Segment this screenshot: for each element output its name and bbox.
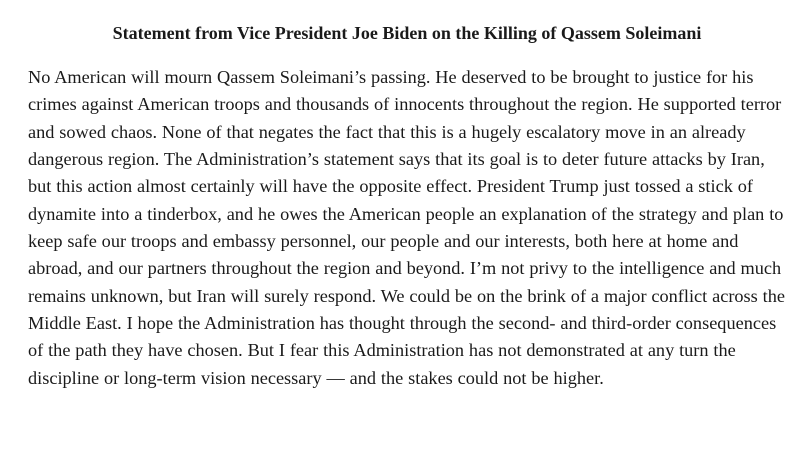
statement-body: No American will mourn Qassem Soleimani’s passing. He deserved to be brought to justice for his crimes against American troops and thousands of innocents throughout the region. He supported terror and sowed chaos. None of that negates the fact that this is a hugely escalatory move in an already dangerous region. The Administration’s statement says that its goal is to deter future attacks by Iran, but this action almost certainly will have the opposite effect. President Trump just tossed a stick of dynamite into a tinderbox, and he owes the American people an explanation of the strategy and plan to keep safe our troops and embassy personnel, our people and our interests, both here at home and abroad, and our partners throughout the region and beyond. I’m not privy to the intelligence and much remains unknown, but Iran will surely respond. We could be on the brink of a major conflict across the Middle East. I hope the Administration has thought through the second- and third-order consequences of the path they have chosen. But I fear this Administration has not demonstrated at any turn the discipline or long-term vision necessary — and the stakes could not be higher.	[28, 67, 785, 388]
statement-title: Statement from Vice President Joe Biden on the Killing of Qassem Soleimani	[112, 23, 702, 43]
